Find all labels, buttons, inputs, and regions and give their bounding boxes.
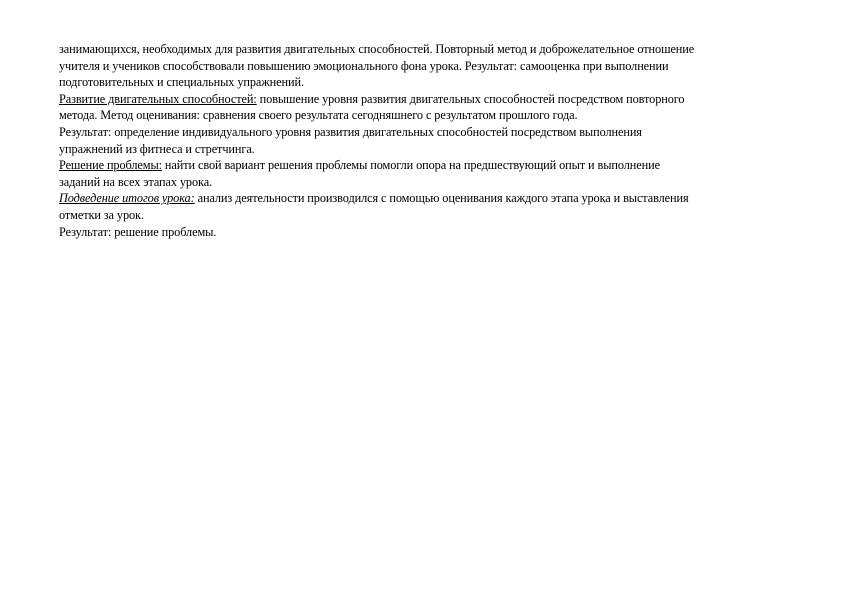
text-line: отметки за урок. (59, 207, 144, 222)
document-text (59, 41, 785, 240)
text-line (59, 190, 785, 207)
paragraph-final-result (59, 224, 785, 241)
paragraph-result-individual (59, 124, 785, 157)
section-heading-problem-solving: Решение проблемы: (59, 158, 162, 173)
text-run: повышение уровня развития двигательных способностей посредством повторного (256, 91, 685, 106)
text-line (59, 91, 785, 108)
paragraph-lesson-summary (59, 190, 785, 223)
text-line: учителя и учеников способствовали повышению эмоционального фона урока. Результат: самооценка при выполнении (59, 58, 669, 73)
paragraph-motor-abilities (59, 91, 785, 124)
text-line (59, 157, 785, 174)
text-line: Результат: решение проблемы. (59, 224, 217, 239)
text-line: метода. Метод оценивания: сравнения своего результата сегодняшнего с результатом прошлого года. (59, 108, 578, 123)
section-heading-lesson-summary: Подведение итогов урока: (59, 191, 195, 206)
text-line: подготовительных и специальных упражнений. (59, 75, 304, 90)
section-heading-motor-abilities: Развитие двигательных способностей: (59, 91, 257, 106)
text-line: упражнений из фитнеса и стретчинга. (59, 141, 255, 156)
text-line: Результат: определение индивидуального уровня развития двигательных способностей посредством выполнения (59, 124, 642, 139)
text-run: найти свой вариант решения проблемы помогли опора на предшествующий опыт и выполнение (161, 158, 660, 173)
text-run: анализ деятельности производился с помощью оценивания каждого этапа урока и выставления (194, 191, 689, 206)
paragraph-methods-result (59, 41, 785, 91)
text-line: заданий на всех этапах урока. (59, 174, 213, 189)
text-line: занимающихся, необходимых для развития двигательных способностей. Повторный метод и доброжелательное отношение (59, 42, 695, 56)
paragraph-problem-solving (59, 157, 785, 190)
